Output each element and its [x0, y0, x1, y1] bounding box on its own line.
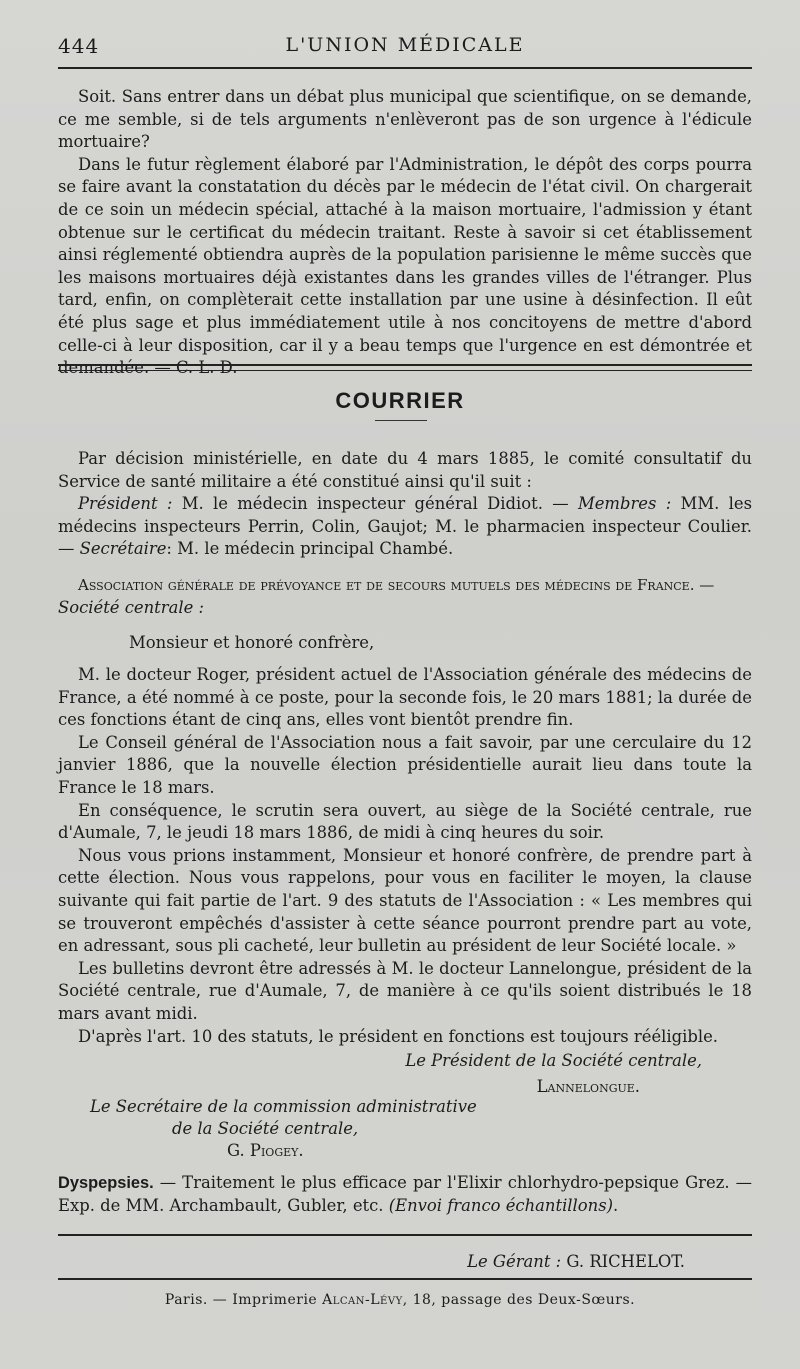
courrier-article [58, 448, 752, 561]
letter-paragraph-2: Le Conseil général de l'Association nous a fait savoir, par une cerculaire du 12 janvier 1886, que la nouvelle élection présidentielle aurait lieu dans toute la France le 18 mars. [58, 732, 752, 797]
president-label: Président : [78, 494, 173, 514]
intro-article [58, 86, 752, 380]
association-heading [58, 574, 752, 619]
letter-paragraph-5: Les bulletins devront être adressés à M. le docteur Lannelongue, président de la Société centrale, rue d'Aumale, 7, de manière à ce qu'ils soient distribués le 18 mars avant midi. [58, 958, 752, 1023]
intro-paragraph-1: Soit. Sans entrer dans un débat plus municipal que scientifique, on se demande, ce me semble, si de tels arguments n'enlèveront pas de son urgence à l'édicule mortuaire? [58, 87, 752, 152]
imprint-prefix: Paris. — Imprimerie [164, 1292, 323, 1308]
secretary-label: Secrétaire [79, 539, 167, 559]
courrier-paragraph-1: Par décision ministérielle, en date du 4 mars 1885, le comité consultatif du Service de santé militaire a été constitué ainsi qu'il suit : [58, 449, 752, 491]
running-title: L'UNION MÉDICALE [285, 34, 525, 56]
gerant-line [467, 1252, 685, 1271]
page-number: 444 [58, 34, 100, 58]
title-underline [375, 420, 427, 421]
signature-president-title: Le Président de la Société centrale, [405, 1051, 702, 1070]
members-label: Membres : [577, 494, 672, 514]
advert-label: Dyspepsies. [58, 1174, 154, 1192]
advert-italic: (Envoi franco échantillons) [388, 1195, 614, 1215]
letter-paragraph-1: M. le docteur Roger, président actuel de l'Association générale des médecins de France, a été nommé à ce poste, pour la seconde fois, le 20 mars 1881; la durée de ces fonctions étant de cinq ans, elles vont bientôt prendre fin. [58, 665, 752, 730]
letter-body [58, 664, 752, 1048]
president-text: M. le médecin inspecteur général Didiot. — [172, 494, 578, 514]
footer-rule-top [58, 1234, 752, 1236]
committee-paragraph [58, 493, 752, 561]
signature-secretary-title-1: Le Secrétaire de la commission administrative [90, 1097, 477, 1116]
letter-paragraph-6: D'après l'art. 10 des statuts, le président en fonctions est toujours rééligible. [78, 1026, 719, 1046]
section-rule-bottom [58, 370, 752, 371]
advert-end: . [613, 1195, 619, 1215]
gerant-label: Le Gérant : [467, 1252, 562, 1271]
header-rule [58, 67, 752, 69]
letter-paragraph-3: En conséquence, le scrutin sera ouvert, au siège de la Société centrale, rue d'Aumale, 7, le jeudi 18 mars 1886, de midi à cinq heures du soir. [58, 800, 752, 843]
imprint-line [0, 1292, 800, 1308]
secretary-text: : M. le médecin principal Chambé. [166, 539, 454, 559]
page-header [58, 34, 752, 64]
footer-rule-bottom [58, 1278, 752, 1280]
intro-paragraph-2: Dans le futur règlement élaboré par l'Administration, le dépôt des corps pourra se faire avant la constatation du décès par le médecin de l'état civil. On chargerait de ce soin un médecin spécial, attaché à la maison mortuaire, l'admission y étant obtenue sur le certificat du médecin traitant. Reste à savoir si cet établissement ainsi réglementé obtiendra auprès de la population parisienne le même succès que les maisons mortuaires déjà existantes dans les grandes villes de l'étranger. Plus tard, enfin, on complèterait cette installation par une usine à désinfection. Il eût été plus sage et plus immédiatement utile à nos concitoyens de mettre d'abord celle-ci à leur disposition, car il y a beau temps que l'urgence en est démontrée et demandée. — C. L. D. [58, 154, 752, 378]
signature-president-name: Lannelongue. [536, 1077, 640, 1096]
members-text: MM. les médecins inspecteurs Perrin, Colin, Gaujot; M. le pharmacien inspecteur Coulier. — [58, 494, 752, 559]
letter-paragraph-4: Nous vous prions instamment, Monsieur et honoré confrère, de prendre part à cette élection. Nous vous rappelons, pour vous en faciliter le moyen, la clause suivante qui fait partie de l'art. 9 des statuts de l'Association : « Les membres qui se trouveront empêchés d'assister à cette séance pourront prendre part au vote, en adressant, sous pli cacheté, leur bulletin au président de leur Société locale. » [58, 845, 752, 956]
association-heading-text: Association générale de prévoyance et de secours mutuels des médecins de France. — [78, 576, 715, 594]
gerant-name: G. RICHELOT. [561, 1252, 685, 1271]
advert-text: — Traitement le plus efficace par l'Elixir chlorhydro-pepsique Grez. — Exp. de MM. Archambault, Gubler, etc. [58, 1173, 752, 1215]
section-rule-top [58, 364, 752, 366]
imprint-suffix: , 18, passage des Deux-Sœurs. [402, 1292, 636, 1308]
section-title: COURRIER [335, 388, 465, 413]
advert-paragraph [58, 1172, 752, 1217]
association-subheading: Société centrale : [58, 597, 205, 617]
imprint-name: Alcan-Lévy [322, 1292, 403, 1308]
salutation: Monsieur et honoré confrère, [129, 633, 375, 652]
association-heading-block [58, 574, 752, 619]
signature-secretary-title-2: de la Société centrale, [172, 1119, 359, 1138]
signature-secretary-name: G. Piogey. [227, 1141, 304, 1160]
